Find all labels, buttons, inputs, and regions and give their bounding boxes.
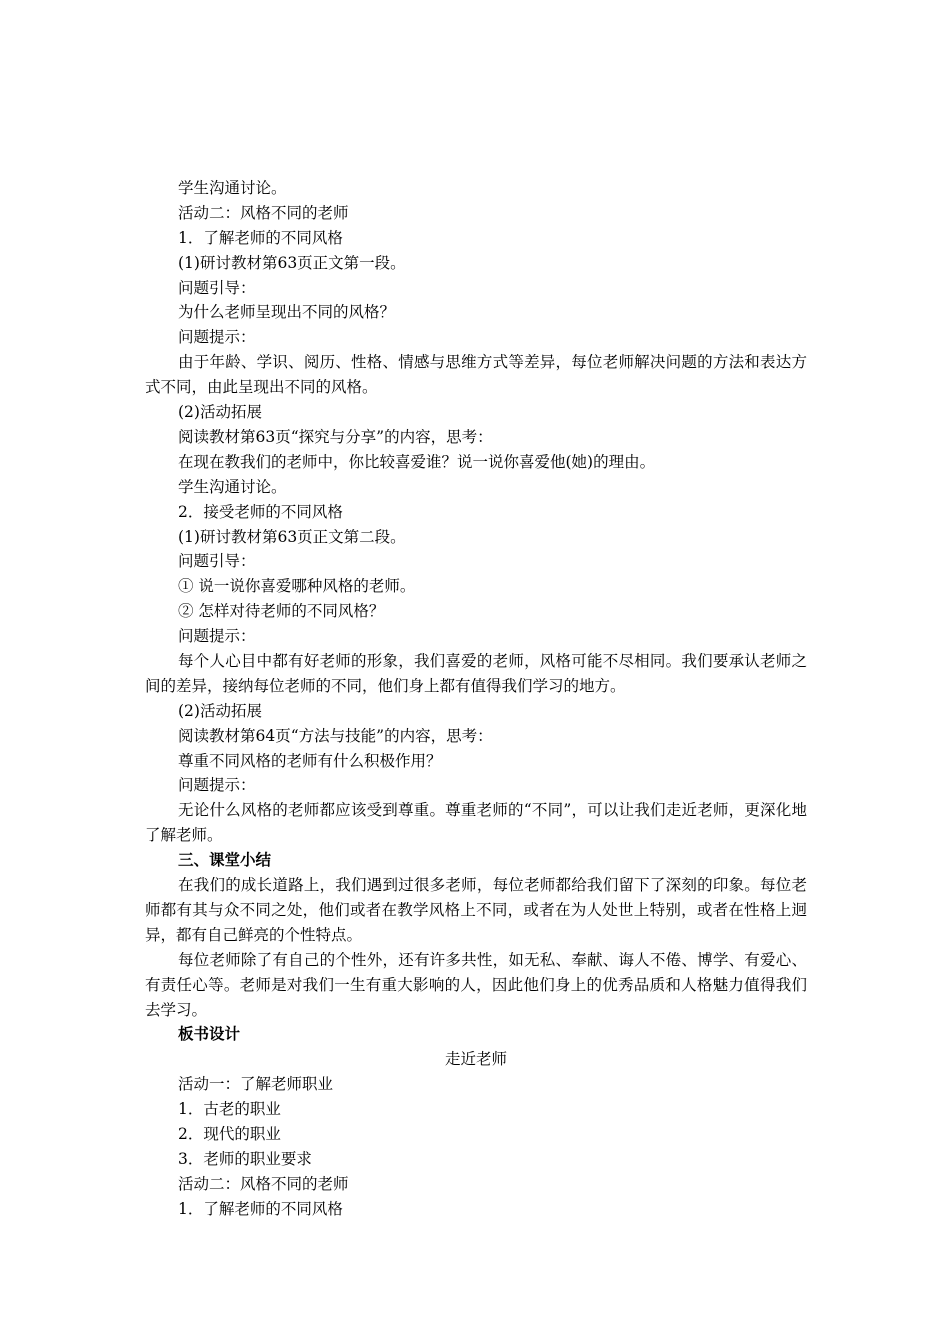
text-line: 问题提示：: [178, 328, 256, 347]
board-design-heading: 板书设计: [178, 1024, 241, 1044]
text-line: (1)研讨教材第63页正文第一段。: [178, 253, 406, 272]
board-item: 3．老师的职业要求: [178, 1149, 312, 1168]
section-heading: 1．了解老师的不同风格: [178, 228, 343, 247]
list-item: ① 说一说你喜爱哪种风格的老师。: [178, 577, 416, 596]
text-line: 阅读教材第64页“方法与技能”的内容，思考：: [178, 726, 493, 745]
activity-heading: 活动二：风格不同的老师: [178, 203, 349, 222]
text-line: (1)研讨教材第63页正文第二段。: [178, 527, 406, 546]
paragraph: 在我们的成长道路上，我们遇到过很多老师，每位老师都给我们留下了深刻的印象。每位老师都有其与众不同之处，他们或者在教学风格上不同，或者在为人处世上特别，或者在性格上迥异，都有自己鲜亮的个性特点。: [145, 876, 807, 944]
board-item: 活动一：了解老师职业: [178, 1075, 334, 1094]
text-line: (2)活动拓展: [178, 701, 262, 720]
board-item: 1．了解老师的不同风格: [178, 1199, 343, 1218]
paragraph: 无论什么风格的老师都应该受到尊重。尊重老师的“不同”，可以让我们走近老师，更深化地了解老师。: [145, 801, 807, 845]
paragraph: 每位老师除了有自己的个性外，还有许多共性，如无私、奉献、诲人不倦、博学、有爱心、有责任心等。老师是对我们一生有重大影响的人，因此他们身上的优秀品质和人格魅力值得我们去学习。: [145, 950, 807, 1019]
board-item: 活动二：风格不同的老师: [178, 1174, 349, 1193]
text-line: 在现在教我们的老师中，你比较喜爱谁？说一说你喜爱他(她)的理由。: [178, 452, 656, 471]
text-line: 为什么老师呈现出不同的风格？: [178, 303, 396, 322]
text-line: 阅读教材第63页“探究与分享”的内容，思考：: [178, 427, 493, 446]
board-item: 2．现代的职业: [178, 1125, 281, 1144]
document-page: [145, 176, 807, 1222]
text-line: 学生沟通讨论。: [178, 477, 287, 496]
text-line: 学生沟通讨论。: [178, 179, 287, 197]
text-line: 问题提示：: [178, 627, 256, 646]
summary-heading: 三、课堂小结: [178, 850, 272, 870]
board-title: 走近老师: [444, 1050, 507, 1069]
list-item: ② 怎样对待老师的不同风格？: [178, 602, 385, 621]
text-line: 问题提示：: [178, 776, 256, 795]
paragraph: 由于年龄、学识、阅历、性格、情感与思维方式等差异，每位老师解决问题的方法和表达方式不同，由此呈现出不同的风格。: [145, 353, 807, 397]
paragraph: 每个人心目中都有好老师的形象，我们喜爱的老师，风格可能不尽相同。我们要承认老师之间的差异，接纳每位老师的不同，他们身上都有值得我们学习的地方。: [145, 651, 807, 695]
section-heading: 2．接受老师的不同风格: [178, 502, 343, 521]
board-item: 1．古老的职业: [178, 1100, 281, 1119]
text-line: 问题引导：: [178, 552, 256, 571]
text-line: 问题引导：: [178, 278, 256, 297]
text-line: (2)活动拓展: [178, 403, 262, 422]
text-line: 尊重不同风格的老师有什么积极作用？: [178, 751, 442, 770]
